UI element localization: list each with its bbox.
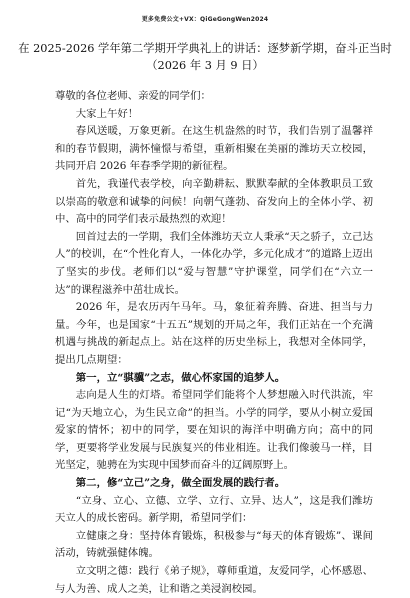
section-heading-1: 第一，立“骐骥”之志，做心怀家国的追梦人。: [75, 371, 286, 384]
paragraph-thanks: 首先，我谨代表学校，向辛勤耕耘、默默奉献的全体教职员工致以崇高的敬意和诚挚的问候！向朝气蓬勃、奋发向上的全体小学、初中、高中的同学们表示最热烈的欢迎！: [55, 177, 373, 226]
document-body: [55, 88, 373, 598]
paragraph-opening: 春风送暖，万象更新。在这生机盎然的时节，我们告别了温馨祥和的春节假期，满怀憧憬与希望，重新相聚在美丽的潍坊天立校园，共同开启 2026 年春季学期的新征程。: [55, 125, 373, 173]
paragraph-review: 回首过去的一学期，我们全体潍坊天立人秉承“天之骄子，立己达人”的校训，在“个性化育人，一体化办学，多元化成才”的道路上迈出了坚实的步伐。老师们以“爱与智慧”守护课堂，同学们在“六立一达”的课程滋养中茁壮成长。: [55, 230, 373, 296]
paragraph-section-2-intro: “立身、立心、立德、立学、立行、立异、达人”，这是我们潍坊天立人的成长密码。新学期，希望同学们：: [55, 494, 373, 525]
salutation: 尊敬的各位老师、亲爱的同学们：: [55, 90, 211, 102]
document-title: 在 2025-2026 学年第二学期开学典礼上的讲话：逐梦新学期，奋斗正当时: [18, 42, 392, 55]
paragraph-new-year: 2026 年，是农历丙午马年。马，象征着奔腾、奋进、担当与力量。今年，也是国家“十五五”规划的开局之年，我们正站在一个充满机遇与挑战的新起点上。站在这样的历史坐标上，我想对全体同学，提出几点期望：: [55, 301, 373, 366]
document-date: （2026 年 3 月 9 日）: [146, 59, 264, 72]
header-note: 更多免费公文+VX：QiGeGongWen2024: [141, 16, 269, 23]
paragraph-section-1: 志向是人生的灯塔。希望同学们能将个人梦想融入时代洪流，牢记“为天地立心，为生民立命”的担当。小学的同学，要从小树立爱国爱家的情怀；初中的同学，要在知识的海洋中明确方向；高中的同学，更要将学业发展与民族复兴的伟业相连。让我们像骏马一样，目光坚定，驰骋在为实现中国梦而奋斗的辽阔原野上。: [55, 389, 373, 472]
paragraph-greeting: 大家上午好！: [75, 107, 139, 120]
section-heading-2: 第二，修“立己”之身，做全面发展的践行者。: [75, 477, 286, 490]
paragraph-section-2-health: 立健康之身：坚持体育锻炼，积极参与“每天的体育锻炼”、课间活动，铸就强健体魄。: [55, 529, 373, 560]
paragraph-section-2-civility: 立文明之德：践行《弟子规》，尊师重道，友爱同学，心怀感恩、与人为善、成人之美，让和谐之美浸润校园。: [55, 565, 373, 595]
